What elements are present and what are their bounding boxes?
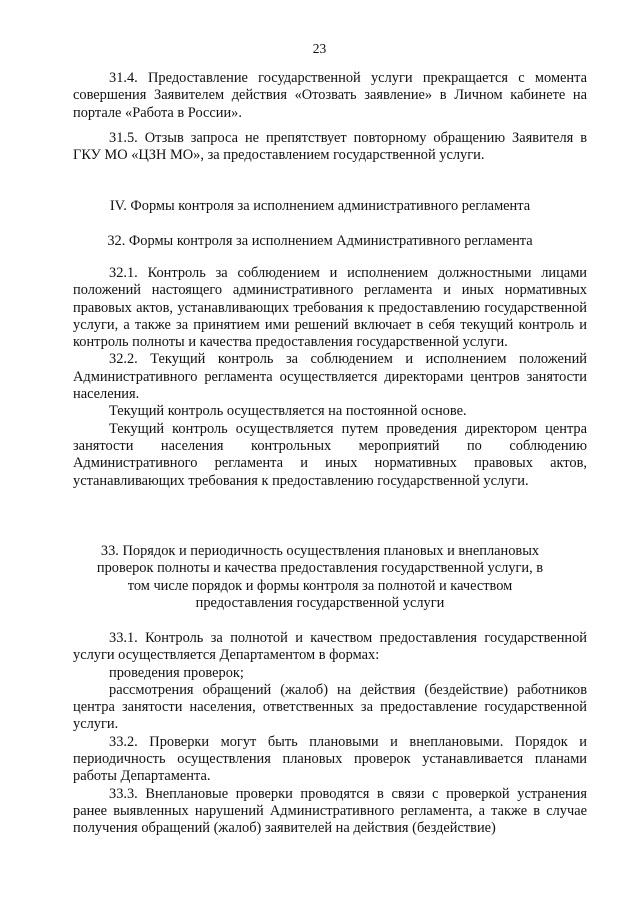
paragraph-31-4: 31.4. Предоставление государственной услуги прекращается с момента совершения Заявителем действия «Отозвать заявление» в Личном кабинете на портале «Работа в России».	[73, 70, 587, 121]
paragraph-33-3: 33.3. Внеплановые проверки проводятся в связи с проверкой устранения ранее выявленных нарушений Административного регламента, а также в случае получения обращений (жалоб) заявителей на действия (бездействие)	[73, 785, 587, 837]
section-31-4	[73, 70, 587, 122]
page-number: 23	[312, 41, 327, 56]
heading-33: 33. Порядок и периодичность осуществления плановых и внеплановых проверок полноты и качества предоставления государственной услуги, в том числе порядок и формы контроля за полнотой и качеством предоставления государственной услуги	[96, 543, 544, 611]
section-33	[73, 630, 587, 838]
paragraph-32-2: 32.2. Текущий контроль за соблюдением и исполнением положений Административного регламента осуществляется директорами центров занятости населения.	[73, 351, 587, 403]
paragraph-33-1-b: рассмотрения обращений (жалоб) на действия (бездействие) работников центра занятости населения, ответственных за предоставление государственной услуги.	[73, 681, 587, 733]
paragraph-33-2: 33.2. Проверки могут быть плановыми и внеплановыми. Порядок и периодичность осуществления плановых проверок устанавливается планами работы Департамента.	[73, 733, 587, 785]
paragraph-32-2-c: Текущий контроль осуществляется путем проведения директором центра занятости населения контрольных мероприятий по соблюдению Административного регламента и иных нормативных правовых актов, устанавливающих требования к предоставлению государственной услуги.	[73, 420, 587, 489]
heading-section-iv: IV. Формы контроля за исполнением административного регламента	[109, 198, 531, 214]
section-31-5	[73, 130, 587, 165]
paragraph-33-1-a: проведения проверок;	[109, 664, 244, 681]
paragraph-31-5: 31.5. Отзыв запроса не препятствует повторному обращению Заявителя в ГКУ МО «ЦЗН МО», за предоставлением государственной услуги.	[73, 130, 587, 164]
paragraph-32-1: 32.1. Контроль за соблюдением и исполнением должностными лицами положений настоящего административного регламента и иных нормативных правовых актов, устанавливающих требования к предоставлению государственной услуги, а также за принятием ими решений включает в себя текущий контроль и контроль полноты и качества предоставления государственной услуги.	[73, 265, 587, 351]
section-32	[73, 265, 587, 490]
paragraph-32-2-b: Текущий контроль осуществляется на постоянной основе.	[109, 403, 467, 420]
paragraph-33-1: 33.1. Контроль за полнотой и качеством предоставления государственной услуги осуществляется Департаментом в формах:	[73, 630, 587, 664]
heading-32: 32. Формы контроля за исполнением Административного регламента	[107, 233, 533, 249]
